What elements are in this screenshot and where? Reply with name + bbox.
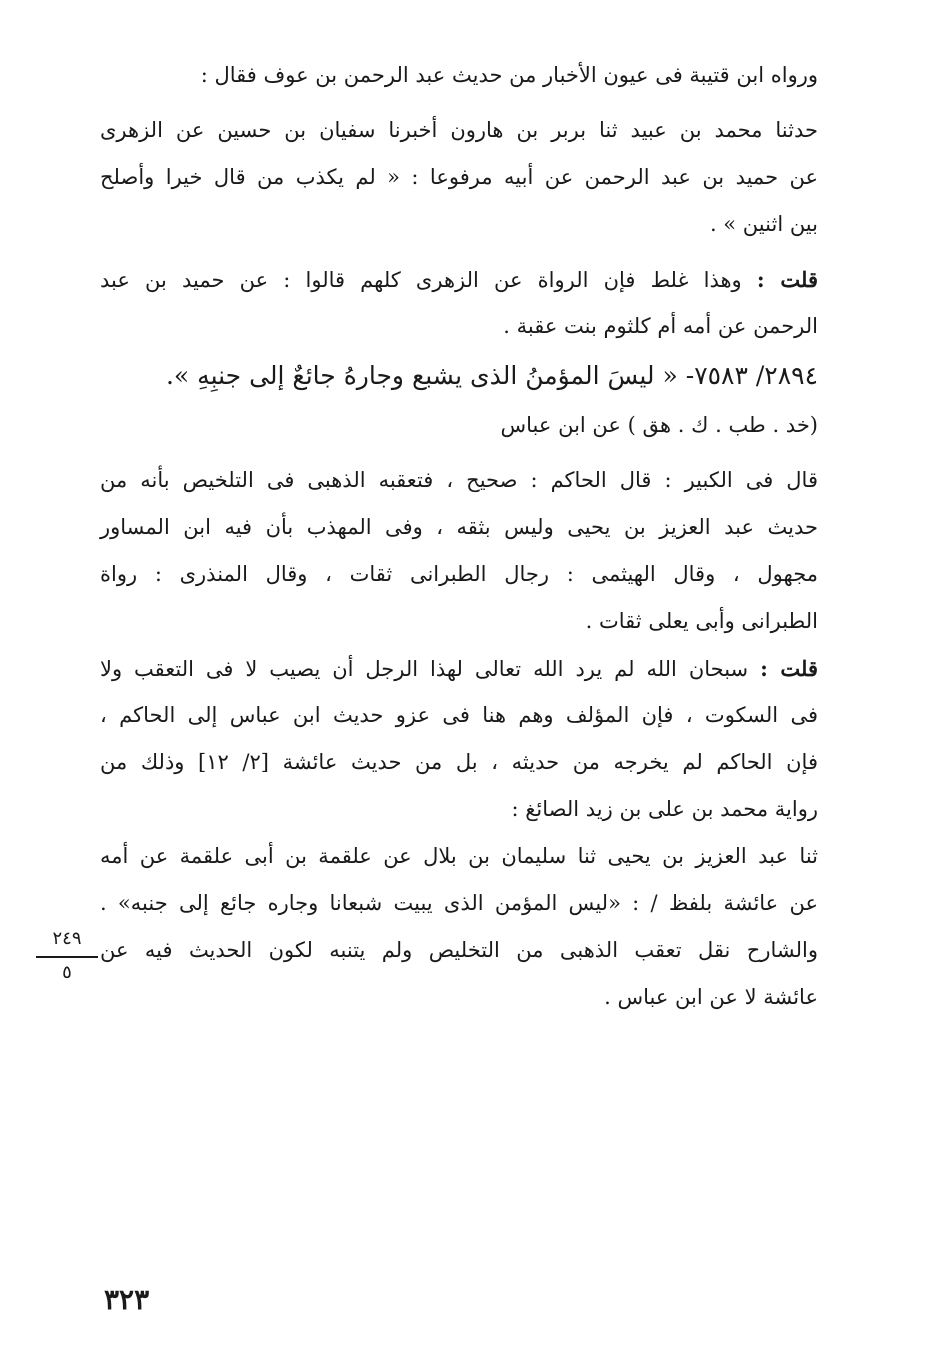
hadith-heading: ٢٨٩٤/ ٧٥٨٣- « ليسَ المؤمنُ الذى يشبع وجارهُ جائعٌ إلى جنبِهِ ». [165,361,818,390]
page-number: ٣٢٣ [104,1283,150,1316]
text-line: فإن الحاكم لم يخرجه من حديثه ، بل من حديث عائشة [٢/ ١٢] وذلك من [100,750,818,774]
text-line: ورواه ابن قتيبة فى عيون الأخبار من حديث عبد الرحمن بن عوف فقال : [200,63,818,87]
paragraph-3 [100,256,818,350]
line-rest: سبحان الله لم يرد الله تعالى لهذا الرجل أن يصيب لا فى التعقب ولا [100,657,749,681]
qult-lead: قلت : [760,656,818,681]
paragraph-5 [100,645,818,833]
line-rest: وهذا غلط فإن الرواة عن الزهرى كلهم قالوا : عن حميد بن عبد [100,268,742,292]
paragraph-1 [100,52,818,99]
text-line: والشارح نقل تعقب الذهبى من التخليص ولم يتنبه لكون الحديث فيه عن [100,938,818,962]
text-line: حديث عبد العزيز بن يحيى وليس بثقه ، وفى المهذب بأن فيه ابن المساور [100,515,818,539]
paragraph-4 [100,457,818,645]
text-line: عن حميد بن عبد الرحمن عن أبيه مرفوعا : « لم يكذب من قال خيرا وأصلح [100,165,818,189]
text-line: الطبرانى وأبى يعلى ثقات . [585,609,818,633]
text-line: حدثنا محمد بن عبيد ثنا بربر بن هارون أخبرنا سفيان بن حسين عن الزهرى [100,118,818,142]
text-line: قال فى الكبير : قال الحاكم : صحيح ، فتعقبه الذهبى فى التلخيص بأنه من [100,468,818,492]
margin-reference-rule [36,956,98,958]
text-line: رواية محمد بن على بن زيد الصائغ : [511,797,818,821]
text-line: الرحمن عن أمه أم كلثوم بنت عقبة . [503,314,818,338]
text-line: ثنا عبد العزيز بن يحيى ثنا سليمان بن بلال عن علقمة بن أبى علقمة عن أمه [100,844,818,868]
text-line: فى السكوت ، فإن المؤلف وهم هنا فى عزو حديث ابن عباس إلى الحاكم ، [100,703,818,727]
text-line: عائشة لا عن ابن عباس . [604,985,818,1009]
text-line: عن عائشة بلفظ / : «ليس المؤمن الذى يبيت شبعانا وجاره جائع إلى جنبه» . [100,891,818,915]
text-line [100,645,818,692]
text-line: بين اثنين » . [709,212,818,236]
page-text [100,52,818,1021]
qult-lead: قلت : [756,267,818,292]
margin-reference-bottom: ٥ [62,962,72,983]
margin-reference [36,928,98,984]
text-line: مجهول ، وقال الهيثمى : رجال الطبرانى ثقات ، وقال المنذرى : رواة [100,562,818,586]
paragraph-2 [100,107,818,248]
text-line [100,256,818,303]
paragraph-6 [100,833,818,1021]
margin-reference-top: ٢٤٩ [52,928,82,949]
hadith-sources: (خد . طب . ك . هق ) عن ابن عباس [500,413,818,437]
